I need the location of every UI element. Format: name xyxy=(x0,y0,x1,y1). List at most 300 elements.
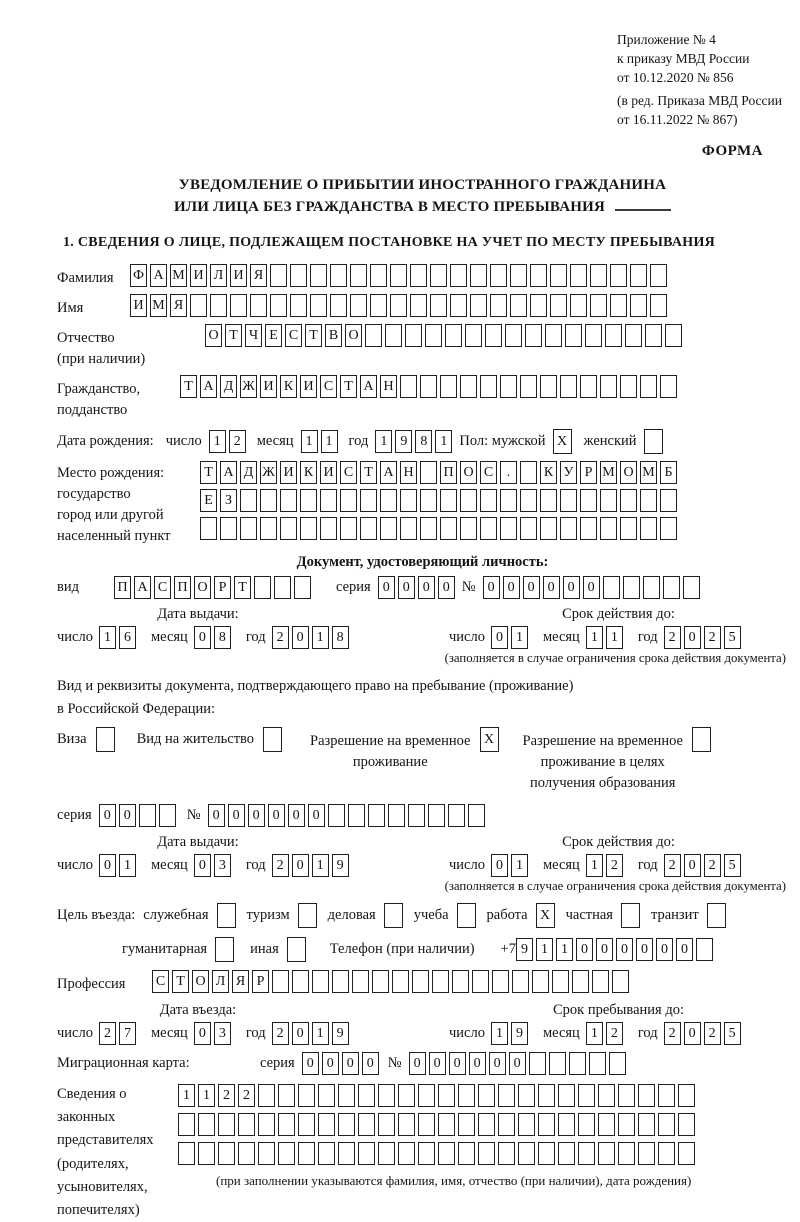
char-cell: 1 xyxy=(606,626,623,649)
char-cell xyxy=(538,1084,555,1107)
char-cell xyxy=(400,489,417,512)
char-cell xyxy=(590,294,607,317)
char-cell: 0 xyxy=(288,804,305,827)
firstname-cells xyxy=(130,294,670,317)
char-cell xyxy=(330,264,347,287)
char-cell xyxy=(660,375,677,398)
char-cell: 1 xyxy=(198,1084,215,1107)
purpose-official-checkbox xyxy=(217,903,236,928)
char-cell xyxy=(348,804,365,827)
legal-reps-label: Сведения о законных представителях (родителях, усыновителях, попечителях) xyxy=(57,1086,154,1219)
char-cell: 2 xyxy=(218,1084,235,1107)
char-cell: 0 xyxy=(449,1052,466,1075)
char-cell xyxy=(388,804,405,827)
char-cell xyxy=(440,489,457,512)
day-label: число xyxy=(57,857,93,873)
char-cell: К xyxy=(540,461,557,484)
birthplace-row2-cells xyxy=(200,489,680,512)
char-cell: О xyxy=(194,576,211,599)
char-cell xyxy=(512,970,529,993)
number-label: № xyxy=(186,807,201,823)
char-cell xyxy=(603,576,620,599)
char-cell: 0 xyxy=(322,1052,339,1075)
field-migration-card xyxy=(57,1052,788,1075)
char-cell xyxy=(398,1142,415,1165)
char-cell: 2 xyxy=(664,1022,681,1045)
char-cell xyxy=(518,1084,535,1107)
char-cell xyxy=(400,375,417,398)
entry-year xyxy=(272,1022,352,1045)
identity-doc-heading: Документ, удостоверяющий личность: xyxy=(296,554,549,570)
char-cell xyxy=(485,324,502,347)
char-cell xyxy=(650,264,667,287)
char-cell: 2 xyxy=(704,626,721,649)
char-cell: С xyxy=(285,324,302,347)
purpose-work: работа X xyxy=(487,903,555,928)
char-cell xyxy=(600,375,617,398)
purpose-study-checkbox xyxy=(457,903,476,928)
field-visit-purpose xyxy=(57,903,788,928)
char-cell xyxy=(418,1142,435,1165)
char-cell xyxy=(540,517,557,540)
year-label: год xyxy=(637,857,658,873)
char-cell: О xyxy=(620,461,637,484)
page-title-line1: УВЕДОМЛЕНИЕ О ПРИБЫТИИ ИНОСТРАННОГО ГРАЖДАНИНА xyxy=(178,177,667,193)
char-cell xyxy=(380,489,397,512)
char-cell xyxy=(612,970,629,993)
day-label: число xyxy=(57,629,93,645)
char-cell xyxy=(378,1142,395,1165)
char-cell: 1 xyxy=(586,1022,603,1045)
char-cell xyxy=(438,1142,455,1165)
char-cell: 0 xyxy=(208,804,225,827)
char-cell xyxy=(350,294,367,317)
char-cell xyxy=(332,970,349,993)
char-cell xyxy=(458,1113,475,1136)
char-cell xyxy=(420,517,437,540)
char-cell xyxy=(530,264,547,287)
char-cell xyxy=(280,489,297,512)
char-cell: 9 xyxy=(511,1022,528,1045)
char-cell xyxy=(428,804,445,827)
char-cell: О xyxy=(205,324,222,347)
char-cell xyxy=(458,1084,475,1107)
char-cell: 1 xyxy=(312,1022,329,1045)
char-cell xyxy=(510,264,527,287)
reference-line: (в ред. Приказа МВД России xyxy=(617,93,782,108)
purpose-transit-checkbox xyxy=(707,903,726,928)
char-cell: Т xyxy=(225,324,242,347)
legal-reps-row1-cells xyxy=(178,1084,788,1107)
identity-expiry-group xyxy=(449,606,788,649)
char-cell xyxy=(338,1142,355,1165)
char-cell: И xyxy=(130,294,147,317)
field-firstname xyxy=(57,294,788,319)
char-cell: 0 xyxy=(378,576,395,599)
stay-until-title: Срок пребывания до: xyxy=(553,1002,684,1018)
char-cell xyxy=(620,489,637,512)
char-cell xyxy=(540,489,557,512)
char-cell xyxy=(549,1052,566,1075)
identity-expiry-day xyxy=(491,626,531,649)
char-cell: 0 xyxy=(292,1022,309,1045)
char-cell xyxy=(438,1113,455,1136)
char-cell: 1 xyxy=(301,430,318,453)
char-cell: 2 xyxy=(238,1084,255,1107)
year-label: год xyxy=(245,1025,266,1041)
char-cell xyxy=(600,517,617,540)
phone-cells xyxy=(516,938,716,961)
char-cell xyxy=(492,970,509,993)
char-cell xyxy=(390,264,407,287)
char-cell xyxy=(278,1113,295,1136)
char-cell xyxy=(480,517,497,540)
day-label: число xyxy=(449,857,485,873)
identity-issue-year xyxy=(272,626,352,649)
char-cell: 0 xyxy=(503,576,520,599)
char-cell: 1 xyxy=(321,430,338,453)
residence-doc-dates xyxy=(57,834,788,877)
char-cell: 0 xyxy=(523,576,540,599)
char-cell xyxy=(510,294,527,317)
char-cell xyxy=(430,294,447,317)
char-cell: 0 xyxy=(418,576,435,599)
reference-line: к приказу МВД России xyxy=(617,51,750,66)
residence-permit-checkbox xyxy=(263,727,282,752)
doc-number-label: № xyxy=(461,579,476,595)
char-cell: Е xyxy=(265,324,282,347)
char-cell: 0 xyxy=(438,576,455,599)
expiry-title: Срок действия до: xyxy=(562,834,675,850)
char-cell xyxy=(696,938,713,961)
char-cell: И xyxy=(230,264,247,287)
char-cell xyxy=(190,294,207,317)
char-cell: 0 xyxy=(429,1052,446,1075)
entry-day xyxy=(99,1022,139,1045)
char-cell xyxy=(405,324,422,347)
char-cell: 3 xyxy=(214,1022,231,1045)
char-cell: 0 xyxy=(362,1052,379,1075)
expiry-note: (заполняется в случае ограничения срока действия документа) xyxy=(444,651,786,665)
char-cell: 0 xyxy=(676,938,693,961)
char-cell: Л xyxy=(210,264,227,287)
char-cell: М xyxy=(170,264,187,287)
birthdate-day-cells xyxy=(209,430,249,453)
phone-label: Телефон (при наличии) xyxy=(329,941,475,957)
char-cell xyxy=(638,1113,655,1136)
char-cell: Т xyxy=(340,375,357,398)
char-cell xyxy=(310,264,327,287)
char-cell xyxy=(312,970,329,993)
char-cell xyxy=(250,294,267,317)
stay-until-year xyxy=(664,1022,744,1045)
year-label: год xyxy=(245,857,266,873)
char-cell xyxy=(665,324,682,347)
char-cell xyxy=(480,375,497,398)
char-cell xyxy=(420,461,437,484)
char-cell xyxy=(272,970,289,993)
char-cell xyxy=(368,804,385,827)
char-cell: Д xyxy=(220,375,237,398)
char-cell xyxy=(298,1113,315,1136)
char-cell xyxy=(278,1084,295,1107)
char-cell: 0 xyxy=(489,1052,506,1075)
char-cell xyxy=(640,489,657,512)
residence-issue-day xyxy=(99,854,139,877)
residence-expiry-group xyxy=(449,834,788,877)
char-cell: 7 xyxy=(119,1022,136,1045)
char-cell xyxy=(258,1142,275,1165)
char-cell xyxy=(530,294,547,317)
char-cell xyxy=(338,1084,355,1107)
char-cell: С xyxy=(154,576,171,599)
char-cell xyxy=(498,1142,515,1165)
series-label: серия xyxy=(260,1055,295,1071)
identity-issue-group xyxy=(57,606,449,649)
sex-female-label: женский xyxy=(583,433,637,449)
char-cell xyxy=(238,1113,255,1136)
residence-issue-group xyxy=(57,834,449,877)
char-cell: . xyxy=(500,461,517,484)
char-cell xyxy=(585,324,602,347)
char-cell xyxy=(358,1113,375,1136)
char-cell xyxy=(450,264,467,287)
char-cell: К xyxy=(280,375,297,398)
char-cell: 0 xyxy=(194,854,211,877)
char-cell xyxy=(470,264,487,287)
char-cell xyxy=(538,1142,555,1165)
char-cell: Н xyxy=(400,461,417,484)
char-cell: 0 xyxy=(292,854,309,877)
char-cell xyxy=(645,324,662,347)
char-cell: П xyxy=(174,576,191,599)
char-cell xyxy=(390,294,407,317)
char-cell: 6 xyxy=(119,626,136,649)
entry-dates xyxy=(57,1002,788,1045)
char-cell: Д xyxy=(240,461,257,484)
char-cell: 0 xyxy=(228,804,245,827)
char-cell: 0 xyxy=(268,804,285,827)
char-cell xyxy=(658,1084,675,1107)
char-cell: 0 xyxy=(583,576,600,599)
char-cell: П xyxy=(114,576,131,599)
visa-checkbox xyxy=(96,727,115,752)
char-cell xyxy=(425,324,442,347)
day-label: число xyxy=(449,629,485,645)
char-cell: Я xyxy=(170,294,187,317)
char-cell: А xyxy=(220,461,237,484)
char-cell xyxy=(472,970,489,993)
char-cell xyxy=(280,517,297,540)
char-cell xyxy=(683,576,700,599)
char-cell xyxy=(660,489,677,512)
char-cell xyxy=(159,804,176,827)
purpose-humanitarian: гуманитарная xyxy=(122,937,234,962)
char-cell: 0 xyxy=(576,938,593,961)
char-cell xyxy=(310,294,327,317)
form-label: ФОРМА xyxy=(701,143,763,159)
legal-reps-note: (при заполнении указываются фамилия, имя, отчество (при наличии), дата рождения) xyxy=(216,1173,692,1188)
citizenship-label: Гражданство, подданство xyxy=(57,381,141,418)
char-cell: Ж xyxy=(240,375,257,398)
char-cell: 0 xyxy=(491,626,508,649)
char-cell xyxy=(465,324,482,347)
char-cell: 0 xyxy=(398,576,415,599)
char-cell xyxy=(560,375,577,398)
char-cell: И xyxy=(320,461,337,484)
char-cell: Л xyxy=(212,970,229,993)
char-cell xyxy=(578,1084,595,1107)
field-birthdate xyxy=(57,429,788,454)
char-cell xyxy=(663,576,680,599)
birthplace-row3-cells xyxy=(200,517,680,540)
page-title-line2: ИЛИ ЛИЦА БЕЗ ГРАЖДАНСТВА В МЕСТО ПРЕБЫВАНИЯ xyxy=(57,196,788,218)
char-cell xyxy=(518,1113,535,1136)
char-cell xyxy=(338,1113,355,1136)
doc-kind-cells xyxy=(114,576,314,599)
doc-reference xyxy=(617,30,788,129)
char-cell: 8 xyxy=(214,626,231,649)
char-cell xyxy=(340,489,357,512)
month-label: месяц xyxy=(150,857,188,873)
char-cell xyxy=(545,324,562,347)
day-label: число xyxy=(165,433,202,449)
char-cell xyxy=(500,517,517,540)
char-cell xyxy=(290,264,307,287)
char-cell xyxy=(445,324,462,347)
char-cell: 2 xyxy=(272,1022,289,1045)
char-cell xyxy=(238,1142,255,1165)
char-cell xyxy=(558,1142,575,1165)
permit-residence: Вид на жительство xyxy=(137,727,282,752)
char-cell xyxy=(178,1142,195,1165)
char-cell xyxy=(358,1142,375,1165)
char-cell: 0 xyxy=(491,854,508,877)
profession-label: Профессия xyxy=(57,976,126,992)
char-cell: 2 xyxy=(229,430,246,453)
purpose-private-checkbox xyxy=(621,903,640,928)
sex-male-checkbox: X xyxy=(553,429,572,454)
char-cell: Р xyxy=(252,970,269,993)
char-cell xyxy=(618,1142,635,1165)
char-cell xyxy=(570,294,587,317)
char-cell xyxy=(638,1084,655,1107)
field-purpose-extra-phone xyxy=(57,937,788,962)
char-cell: 1 xyxy=(375,430,392,453)
char-cell xyxy=(610,294,627,317)
char-cell xyxy=(550,294,567,317)
char-cell: А xyxy=(360,375,377,398)
char-cell: Ф xyxy=(130,264,147,287)
char-cell xyxy=(400,517,417,540)
char-cell: 0 xyxy=(409,1052,426,1075)
char-cell: П xyxy=(440,461,457,484)
field-middlename xyxy=(57,324,788,370)
char-cell: 2 xyxy=(664,854,681,877)
phone-prefix: +7 xyxy=(500,941,516,957)
char-cell xyxy=(570,264,587,287)
field-identity-doc xyxy=(57,576,788,599)
char-cell: 1 xyxy=(511,626,528,649)
char-cell: 9 xyxy=(516,938,533,961)
year-label: год xyxy=(637,1025,658,1041)
birthdate-year-cells xyxy=(375,430,455,453)
char-cell: Т xyxy=(180,375,197,398)
char-cell: 2 xyxy=(272,854,289,877)
char-cell xyxy=(318,1142,335,1165)
char-cell xyxy=(365,324,382,347)
char-cell: С xyxy=(320,375,337,398)
char-cell xyxy=(418,1084,435,1107)
char-cell: Б xyxy=(660,461,677,484)
char-cell xyxy=(552,970,569,993)
char-cell: 8 xyxy=(332,626,349,649)
char-cell: А xyxy=(380,461,397,484)
char-cell: 0 xyxy=(99,804,116,827)
day-label: число xyxy=(57,1025,93,1041)
char-cell: Т xyxy=(234,576,251,599)
sex-female-checkbox xyxy=(644,429,663,454)
char-cell: 0 xyxy=(469,1052,486,1075)
char-cell: Р xyxy=(580,461,597,484)
char-cell xyxy=(600,489,617,512)
char-cell: 0 xyxy=(248,804,265,827)
char-cell: 2 xyxy=(99,1022,116,1045)
char-cell xyxy=(328,804,345,827)
char-cell: 1 xyxy=(209,430,226,453)
char-cell xyxy=(398,1113,415,1136)
char-cell xyxy=(320,489,337,512)
year-label: год xyxy=(245,629,266,645)
middlename-cells xyxy=(205,324,685,347)
char-cell: 0 xyxy=(509,1052,526,1075)
char-cell xyxy=(490,264,507,287)
char-cell xyxy=(605,324,622,347)
entry-title: Дата въезда: xyxy=(159,1002,237,1018)
char-cell xyxy=(440,517,457,540)
reference-line: Приложение № 4 xyxy=(617,32,716,47)
char-cell xyxy=(274,576,291,599)
purpose-business-checkbox xyxy=(384,903,403,928)
char-cell xyxy=(178,1113,195,1136)
firstname-label: Имя xyxy=(57,300,84,316)
reference-line: от 16.11.2022 № 867) xyxy=(617,112,738,127)
char-cell: 1 xyxy=(586,854,603,877)
char-cell xyxy=(330,294,347,317)
char-cell: Т xyxy=(360,461,377,484)
residence-issue-month xyxy=(194,854,234,877)
char-cell: 0 xyxy=(616,938,633,961)
char-cell: 0 xyxy=(302,1052,319,1075)
char-cell xyxy=(420,489,437,512)
identity-doc-dates xyxy=(57,606,788,649)
char-cell xyxy=(392,970,409,993)
char-cell xyxy=(578,1113,595,1136)
residence-expiry-month xyxy=(586,854,626,877)
char-cell xyxy=(538,1113,555,1136)
char-cell: И xyxy=(260,375,277,398)
char-cell: С xyxy=(480,461,497,484)
char-cell xyxy=(478,1084,495,1107)
char-cell xyxy=(572,970,589,993)
residence-expiry-day xyxy=(491,854,531,877)
birthplace-label: Место рождения: государство город или другой населенный пункт xyxy=(57,465,171,544)
legal-reps-row2-cells xyxy=(178,1113,788,1136)
field-profession xyxy=(57,970,788,995)
char-cell: Я xyxy=(250,264,267,287)
char-cell: И xyxy=(280,461,297,484)
char-cell: 2 xyxy=(664,626,681,649)
